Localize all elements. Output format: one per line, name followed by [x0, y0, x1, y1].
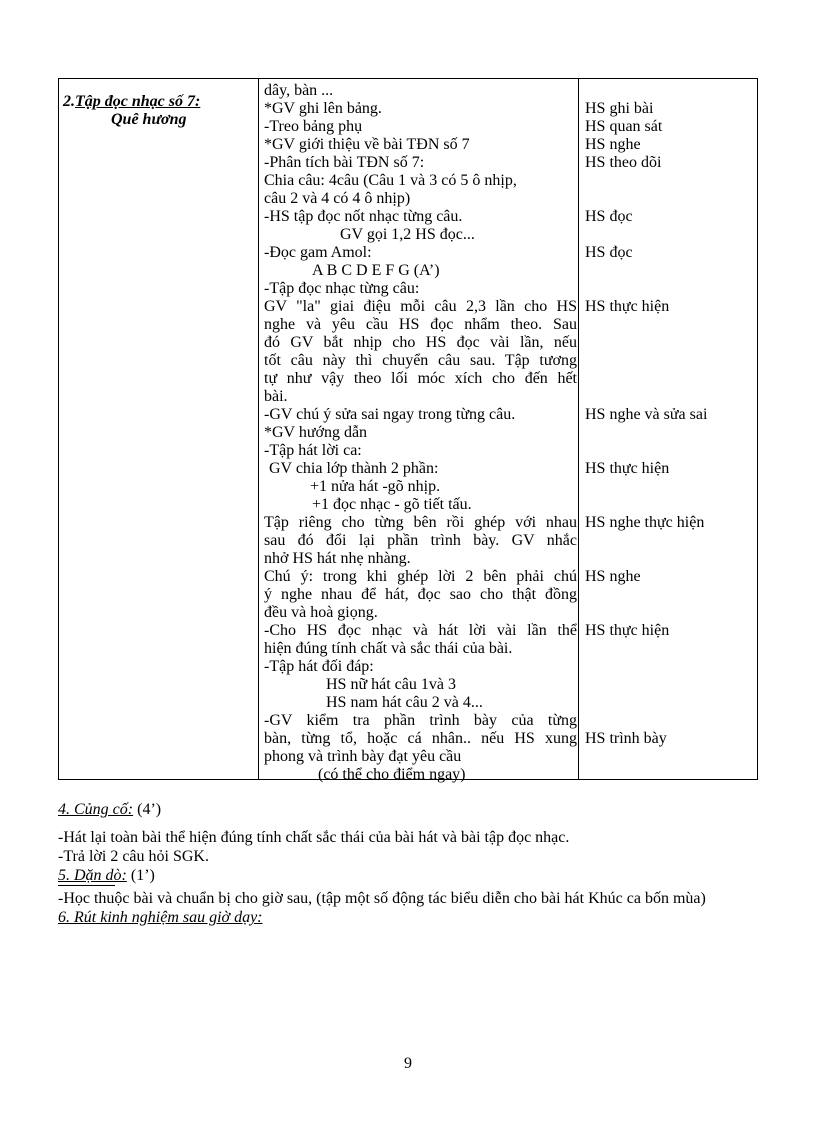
- activity-line: GV "la" giai điệu mỗi câu 2,3 lần cho HS: [264, 298, 577, 315]
- teacher-activities-cell: [264, 82, 577, 784]
- activity-line: ý nghe nhau để hát, đọc sao cho thật đồng: [264, 586, 577, 603]
- lesson-wrapup: [58, 800, 758, 927]
- section-subtitle: Quê hương: [111, 111, 187, 128]
- student-action: HS theo dõi: [585, 154, 662, 171]
- student-activities-cell: [585, 82, 755, 748]
- activity-line: -Treo bảng phụ: [264, 118, 363, 135]
- activity-line: -GV kiểm tra phần trình bày của từng: [264, 712, 577, 729]
- lesson-table: [58, 78, 758, 783]
- page-number: 9: [404, 1055, 412, 1072]
- activity-line: Chia câu: 4câu (Câu 1 và 3 có 5 ô nhịp,: [264, 172, 517, 189]
- activity-line: A B C D E F G (A’): [312, 262, 440, 279]
- consolidation-title: 4. Củng cố:: [58, 801, 134, 818]
- activity-line: đó GV bắt nhịp cho HS đọc vài lần, nếu: [264, 334, 577, 351]
- activity-line: đều và hoà giọng.: [264, 604, 378, 621]
- activity-line: -GV chú ý sửa sai ngay trong từng câu.: [264, 406, 516, 423]
- activity-line: sau đó đổi lại phần trình bày. GV nhắc: [264, 532, 577, 549]
- section-number: 2.: [63, 93, 75, 110]
- student-action: HS thực hiện: [585, 622, 670, 639]
- column-divider: [578, 79, 579, 779]
- column-divider: [258, 79, 259, 779]
- activity-line: -Tập hát đối đáp:: [264, 658, 374, 675]
- activity-line: -HS tập đọc nốt nhạc từng câu.: [264, 208, 463, 225]
- activity-line: Tập riêng cho từng bên rồi ghép với nhau: [264, 514, 577, 531]
- activity-line: nghe và yêu cầu HS đọc nhẩm theo. Sau: [264, 316, 577, 333]
- activity-line: *GV hướng dẫn: [264, 424, 368, 441]
- homework-time: (1’): [126, 867, 155, 884]
- consolidation-item: -Hát lại toàn bài thể hiện đúng tính chất sắc thái của bài hát và bài tập đọc nhạc.: [58, 829, 570, 846]
- activity-line: dây, bàn ...: [264, 82, 334, 99]
- activity-line: -Phân tích bài TĐN số 7:: [264, 154, 425, 171]
- activity-line: tự như vậy theo lối móc xích cho đến hết: [264, 370, 577, 387]
- activity-line: -Đọc gam Amol:: [264, 244, 372, 261]
- student-action: HS thực hiện: [585, 460, 670, 477]
- divider: [58, 885, 115, 886]
- student-action: HS đọc: [585, 244, 633, 261]
- activity-line: phong và trình bày đạt yêu cầu: [264, 748, 462, 765]
- experience-title: 6. Rút kinh nghiệm sau giờ dạy:: [58, 909, 263, 926]
- activity-line: tốt câu này thì chuyển câu sau. Tập tương: [264, 352, 577, 369]
- experience-heading: [58, 908, 758, 927]
- consolidation-item: -Trả lời 2 câu hỏi SGK.: [58, 848, 209, 865]
- consolidation-heading: [58, 800, 758, 819]
- student-action: HS nghe thực hiện: [585, 514, 705, 531]
- activity-line: bài.: [264, 388, 288, 405]
- activity-line: -Cho HS đọc nhạc và hát lời vài lần thể: [264, 622, 577, 639]
- activity-line: Chú ý: trong khi ghép lời 2 bên phải chú: [264, 568, 577, 585]
- activity-line: *GV ghi lên bảng.: [264, 100, 382, 117]
- activity-line: +1 nửa hát -gõ nhịp.: [310, 478, 441, 495]
- activity-line: +1 đọc nhạc - gõ tiết tấu.: [312, 496, 472, 513]
- activity-line: nhở HS hát nhẹ nhàng.: [264, 550, 411, 567]
- activity-line: GV chia lớp thành 2 phần:: [269, 460, 439, 477]
- section-title: [63, 93, 200, 111]
- student-action: HS đọc: [585, 208, 633, 225]
- consolidation-time: (4’): [133, 801, 162, 818]
- student-action: HS quan sát: [585, 118, 663, 135]
- student-action: HS nghe và sửa sai: [585, 406, 708, 423]
- student-action: HS ghi bài: [585, 100, 654, 117]
- activity-line: -Tập hát lời ca:: [264, 442, 362, 459]
- homework-heading: [58, 866, 758, 885]
- student-action: HS thực hiện: [585, 298, 670, 315]
- activity-line: HS nữ hát câu 1và 3: [326, 676, 456, 693]
- activity-line: HS nam hát câu 2 và 4...: [326, 694, 483, 711]
- activity-line: -Tập đọc nhạc từng câu:: [264, 280, 420, 297]
- activity-line: câu 2 và 4 có 4 ô nhịp): [264, 190, 411, 207]
- activity-line: bàn, từng tổ, hoặc cá nhân.. nếu HS xung: [264, 730, 577, 747]
- student-action: HS nghe: [585, 136, 641, 153]
- homework-text: -Học thuộc bài và chuẩn bị cho giờ sau, (tập một số động tác biểu diễn cho bài hát Khúc ca bốn mùa): [58, 890, 706, 907]
- student-action: HS trình bày: [585, 730, 667, 747]
- student-action: HS nghe: [585, 568, 641, 585]
- activity-line: *GV giới thiệu về bài TĐN số 7: [264, 136, 470, 153]
- activity-line: (có thể cho điểm ngay): [318, 766, 466, 783]
- homework-title: 5. Dặn dò:: [58, 867, 127, 884]
- section-title-text: Tập đọc nhạc số 7:: [75, 93, 201, 110]
- activity-line: hiện đúng tính chất và sắc thái của bài.: [264, 640, 513, 657]
- activity-line: GV gọi 1,2 HS đọc...: [340, 226, 475, 243]
